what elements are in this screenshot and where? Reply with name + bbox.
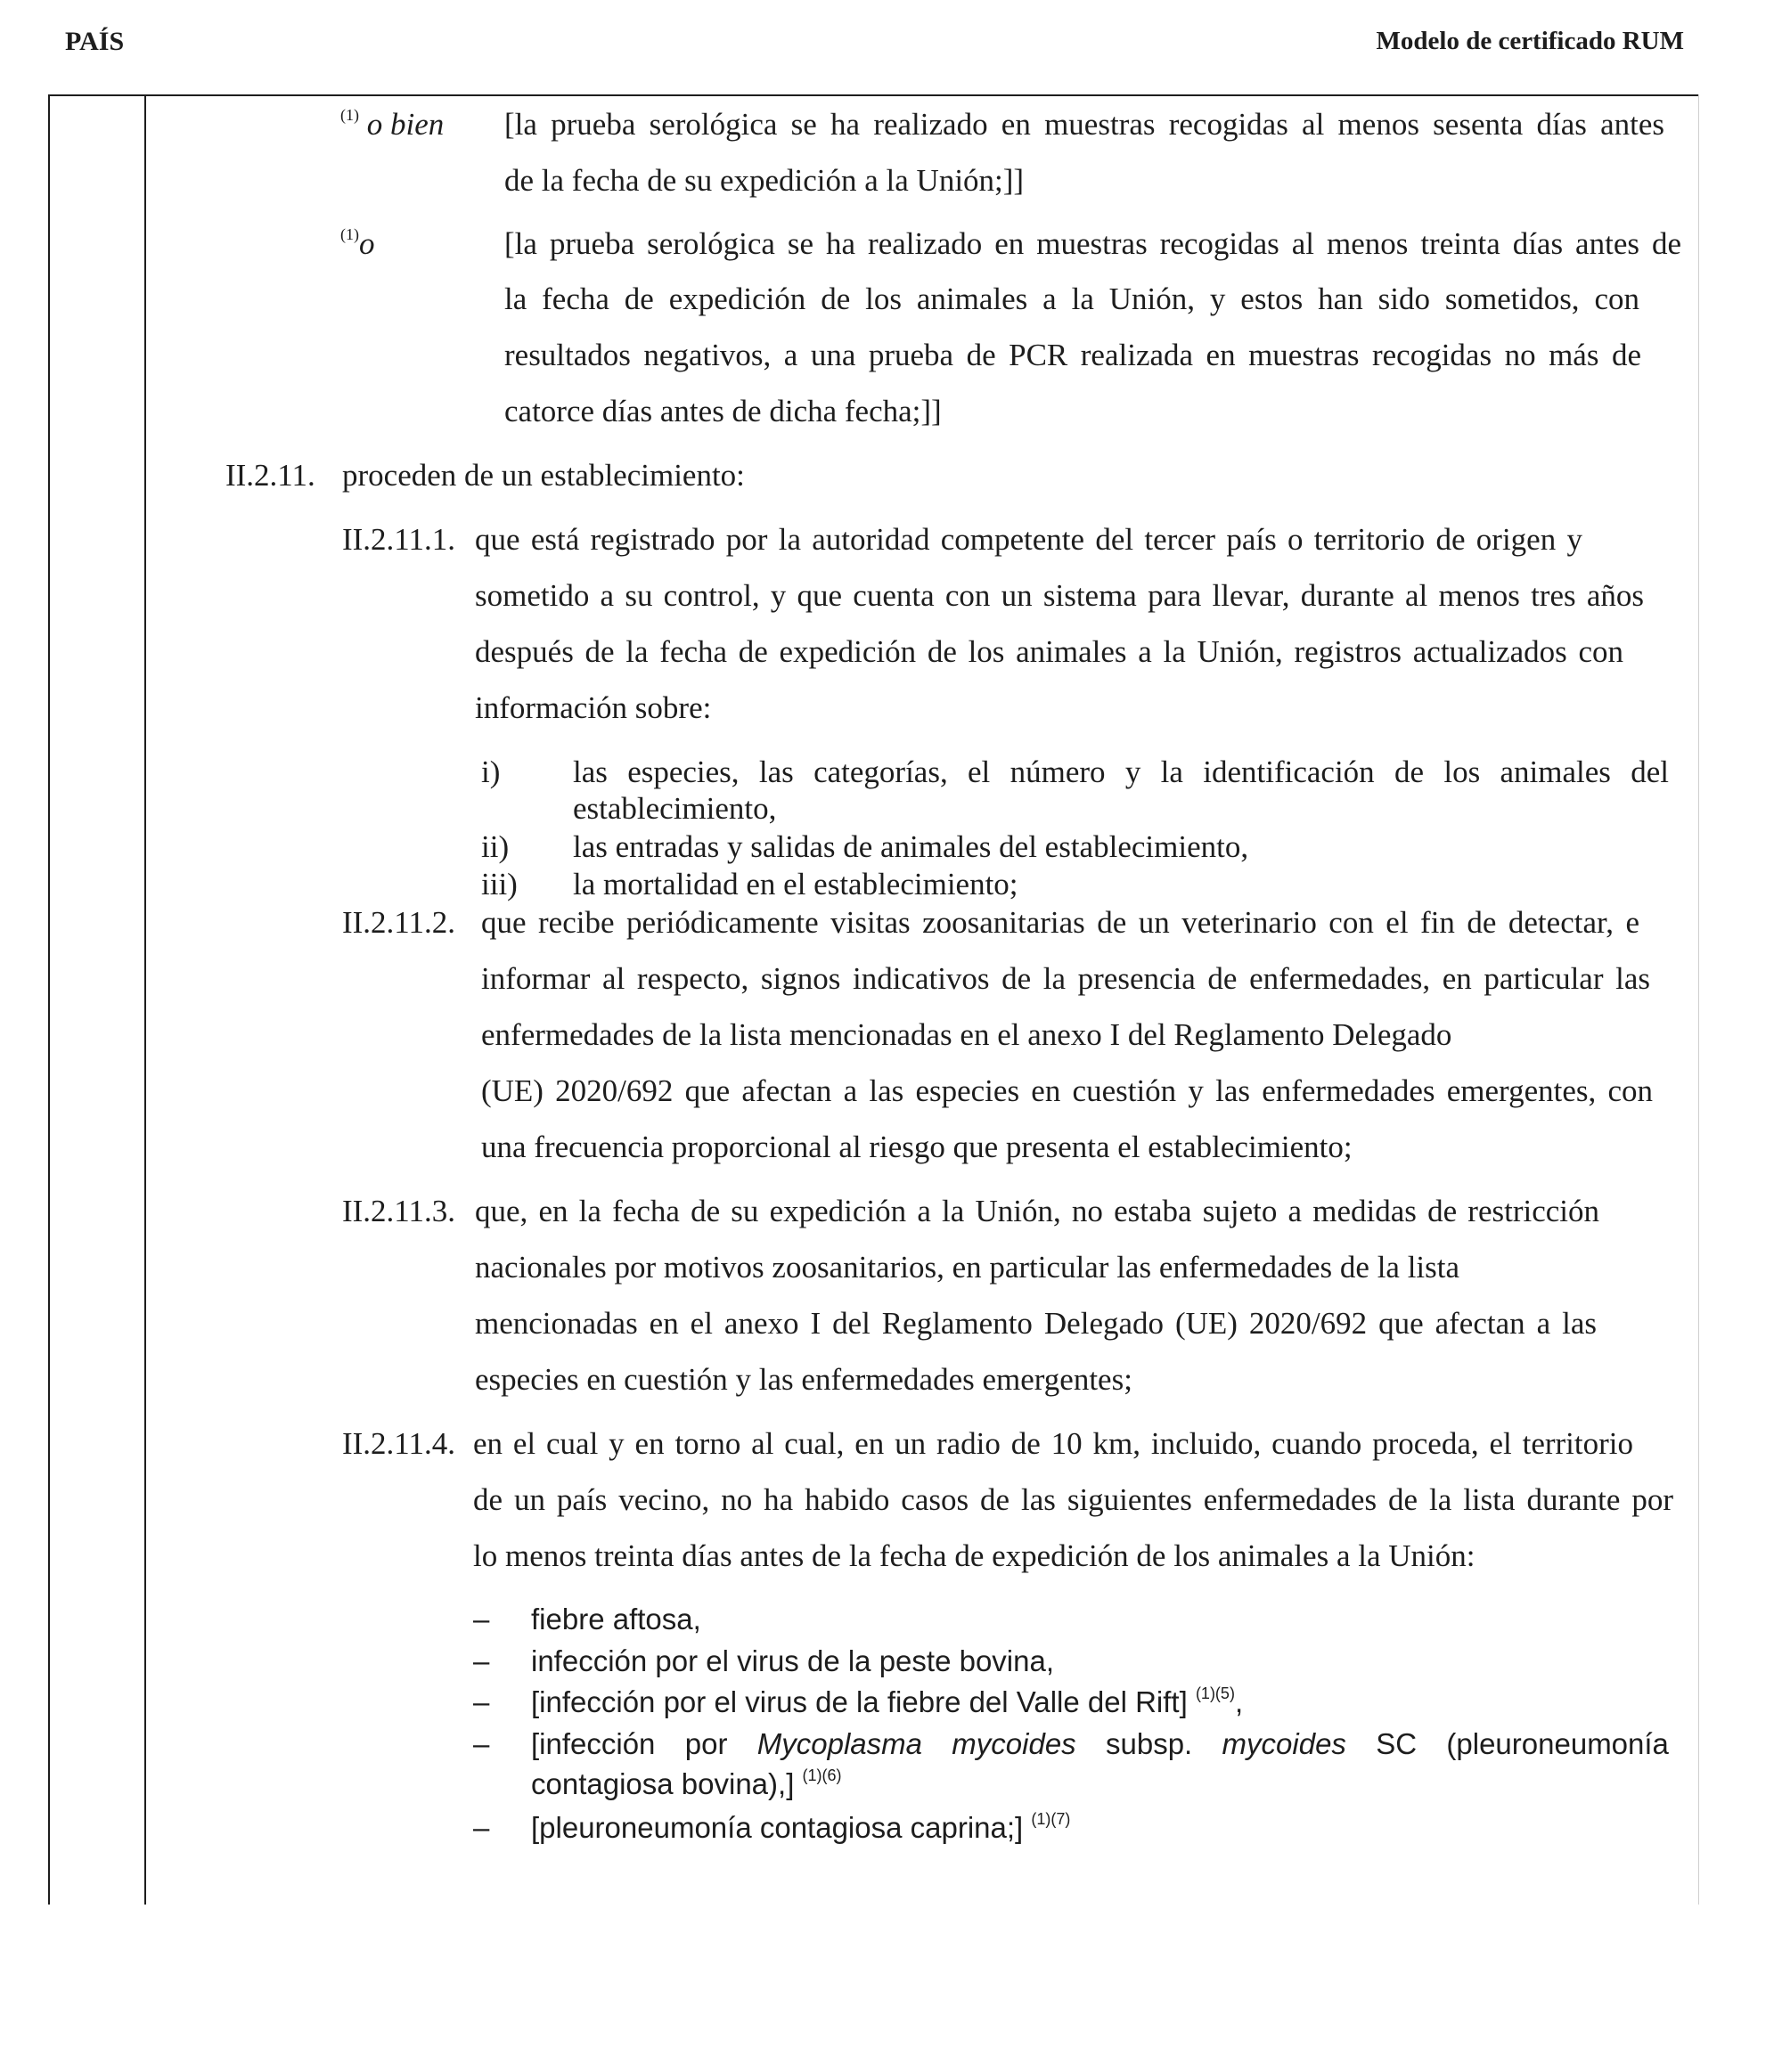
s2112-line-4: (UE) 2020/692 que afectan a las especies en cuestión y las enfermedades emergentes, con	[481, 1073, 1653, 1108]
disease-item: infección por el virus de la peste bovina,	[531, 1644, 1055, 1677]
header-model-title: Modelo de certificado RUM	[1376, 27, 1684, 55]
list-item-number: ii)	[481, 829, 510, 864]
table-left-border	[48, 94, 50, 1905]
list-item-text: la mortalidad en el establecimiento;	[573, 867, 1018, 901]
s2111-line-4: información sobre:	[475, 690, 712, 725]
table-inner-border	[144, 94, 146, 1905]
dash-bullet: –	[473, 1811, 490, 1844]
s2111-line-1: que está registrado por la autoridad competente del tercer país o territorio de origen y	[475, 522, 1582, 557]
disease-item-cont: contagiosa bovina),] $^{(1)(6)}$	[531, 1766, 842, 1800]
section-number-2-11-3: II.2.11.3.	[342, 1194, 456, 1228]
s2113-line-1: que, en la fecha de su expedición a la Unión, no estaba sujeto a medidas de restricción	[475, 1194, 1599, 1228]
s2114-line-3: lo menos treinta días antes de la fecha de expedición de los animales a la Unión:	[473, 1538, 1475, 1573]
section-number-2-11-4: II.2.11.4.	[342, 1426, 456, 1461]
s2113-line-2: nacionales por motivos zoosanitarios, en particular las enfermedades de la lista	[475, 1250, 1460, 1285]
opt1-line-2: de la fecha de su expedición a la Unión;]]	[504, 163, 1025, 198]
dash-bullet: –	[473, 1727, 490, 1760]
opt2-line-4: catorce días antes de dicha fecha;]]	[504, 394, 942, 428]
dash-bullet: –	[473, 1603, 490, 1636]
opt2-line-3: resultados negativos, a una prueba de PCR realizada en muestras recogidas no más de	[504, 338, 1641, 372]
table-top-border	[48, 94, 1699, 96]
option-marker-o-bien: $^{(1)}$ o bien	[340, 106, 445, 142]
s2114-line-2: de un país vecino, no ha habido casos de las siguientes enfermedades de la lista durante por	[473, 1482, 1673, 1517]
s2112-line-5: una frecuencia proporcional al riesgo que presenta el establecimiento;	[481, 1130, 1353, 1164]
section-number-2-11: II.2.11.	[225, 458, 315, 493]
s2112-line-1: que recibe periódicamente visitas zoosanitarias de un veterinario con el fin de detectar, e	[481, 905, 1639, 940]
disease-item: fiebre aftosa,	[531, 1603, 701, 1636]
disease-item: [infección por el virus de la fiebre del Valle del Rift] $^{(1)(5)}$,	[531, 1685, 1244, 1718]
opt2-line-2: la fecha de expedición de los animales a la Unión, y estos han sido sometidos, con	[504, 281, 1639, 316]
s2113-line-3: mencionadas en el anexo I del Reglamento Delegado (UE) 2020/692 que afectan a las	[475, 1306, 1597, 1341]
list-item-text: las entradas y salidas de animales del establecimiento,	[573, 829, 1249, 864]
list-item-number: iii)	[481, 867, 518, 901]
disease-item: [infección por Mycoplasma mycoides subsp. mycoides SC (pleuroneumonía	[531, 1727, 1669, 1760]
s2111-line-2: sometido a su control, y que cuenta con un sistema para llevar, durante al menos tres años	[475, 578, 1644, 613]
section-number-2-11-2: II.2.11.2.	[342, 905, 456, 940]
disease-item: [pleuroneumonía contagiosa caprina;] $^{(1)(7)}$	[531, 1810, 1071, 1844]
opt1-line-1: [la prueba serológica se ha realizado en muestras recogidas al menos sesenta días antes	[504, 107, 1664, 142]
section-text-2-11: proceden de un establecimiento:	[342, 458, 745, 493]
s2113-line-4: especies en cuestión y las enfermedades emergentes;	[475, 1362, 1132, 1397]
table-right-border	[1698, 94, 1699, 1905]
s2111-line-3: después de la fecha de expedición de los animales a la Unión, registros actualizados con	[475, 634, 1623, 669]
option-marker-o: $^{(1)}$o	[340, 225, 375, 261]
list-item-text: las especies, las categorías, el número y la identificación de los animales del	[573, 755, 1669, 789]
dash-bullet: –	[473, 1644, 490, 1677]
list-item-text-cont: establecimiento,	[573, 791, 777, 826]
opt2-line-1: [la prueba serológica se ha realizado en muestras recogidas al menos treinta días antes de	[504, 226, 1681, 261]
dash-bullet: –	[473, 1685, 490, 1718]
s2114-line-1: en el cual y en torno al cual, en un radio de 10 km, incluido, cuando proceda, el territorio	[473, 1426, 1633, 1461]
section-number-2-11-1: II.2.11.1.	[342, 522, 456, 557]
s2112-line-2: informar al respecto, signos indicativos de la presencia de enfermedades, en particular las	[481, 961, 1650, 996]
list-item-number: i)	[481, 755, 501, 789]
s2112-line-3: enfermedades de la lista mencionadas en el anexo I del Reglamento Delegado	[481, 1017, 1452, 1052]
header-country: PAÍS	[65, 27, 125, 56]
